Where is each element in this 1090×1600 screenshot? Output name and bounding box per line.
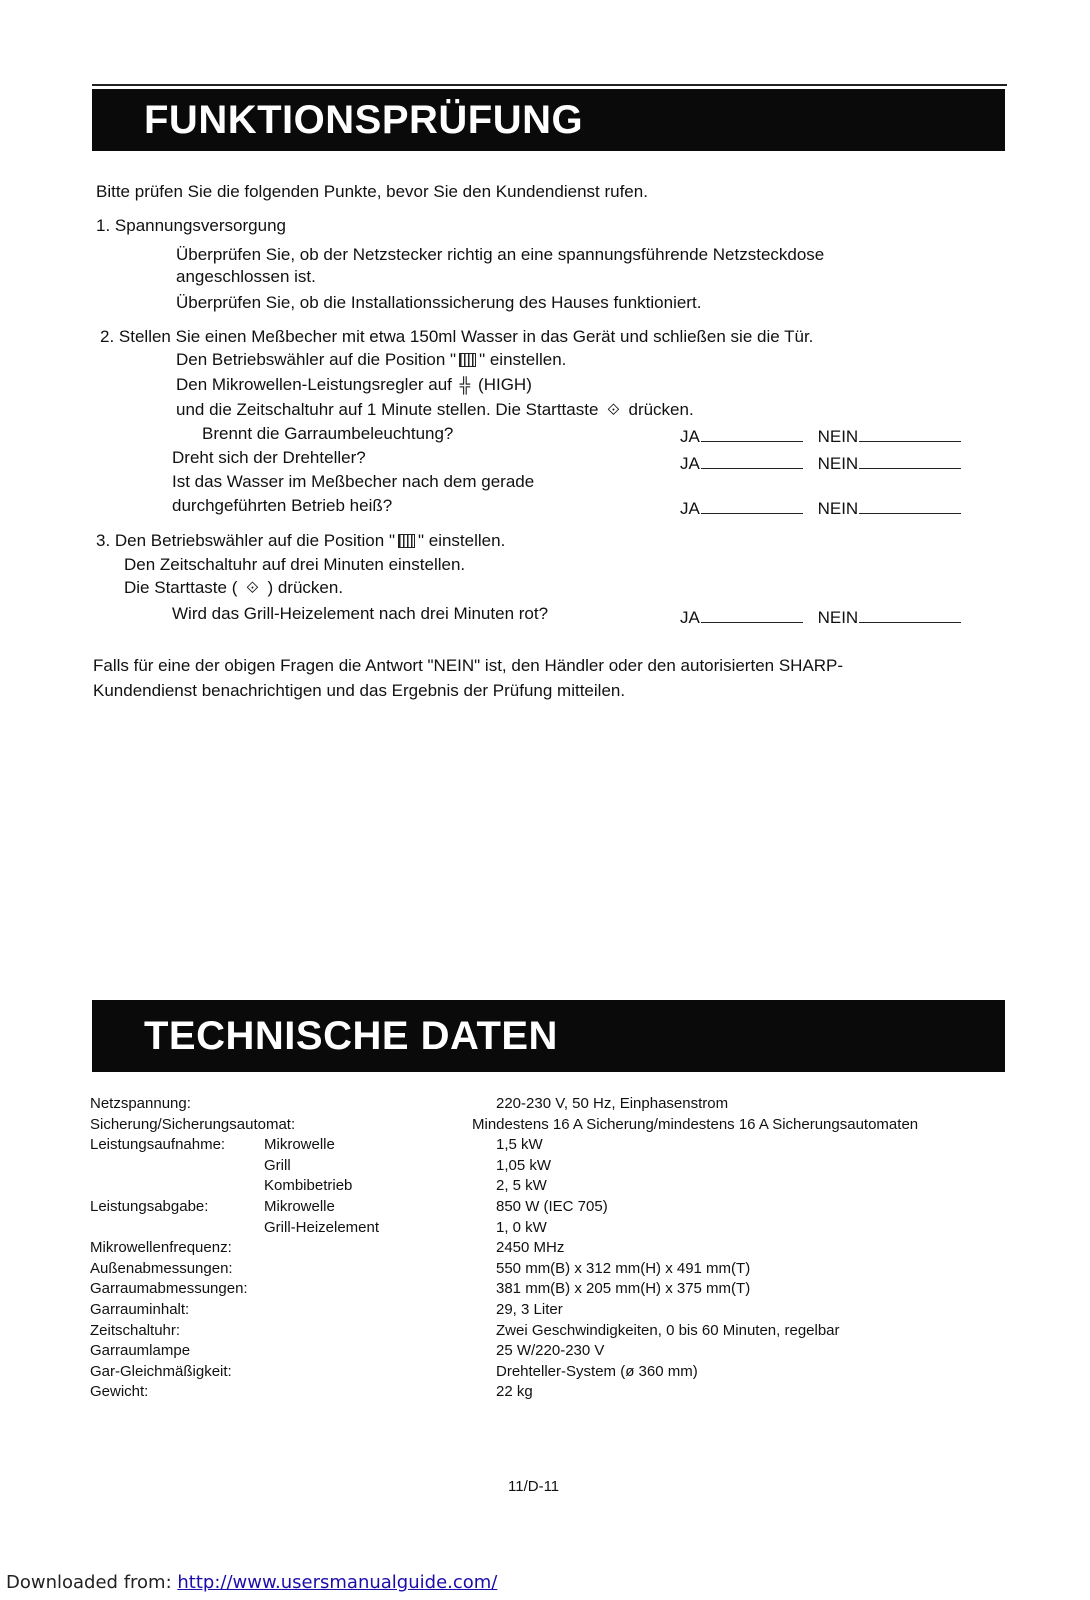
question-lighting: Brennt die Garraumbeleuchtung? [202,424,454,443]
spec-label: Garraumabmessungen: [90,1280,248,1297]
spec-value: 25 W/220-230 V [496,1342,605,1359]
ja-label: JA [680,499,700,518]
question-grill: Wird das Grill-Heizelement nach drei Minuten rot? [172,604,549,623]
item3-line2 [124,577,343,600]
item2-line2-text-b: (HIGH) [478,375,532,394]
item2-heading: 2. Stellen Sie einen Meßbecher mit etwa 150ml Wasser in das Gerät und schließen sie die Tür. [100,327,814,346]
question-turntable: Dreht sich der Drehteller? [172,448,366,467]
spec-value: Drehteller-System (ø 360 mm) [496,1363,698,1380]
nein-blank [859,452,961,469]
ja-blank [701,452,803,469]
ja-blank [701,497,803,514]
spec-value: 220-230 V, 50 Hz, Einphasenstrom [496,1095,729,1112]
item2-line3-text-b: drücken. [628,400,694,419]
ja-label: JA [680,427,700,446]
item1-line2: angeschlossen ist. [176,267,316,286]
spec-label: Gar-Gleichmäßigkeit: [90,1363,232,1380]
spec-sublabel: Grill [264,1157,291,1174]
spec-value: 1,05 kW [496,1157,552,1174]
nein-blank [859,497,961,514]
item2-line2-text-a: Den Mikrowellen-Leistungsregler auf [176,375,452,394]
spec-value: 1, 0 kW [496,1219,547,1236]
item2-line1 [176,349,566,371]
answer-row-2 [680,452,961,475]
spec-value: Zwei Geschwindigkeiten, 0 bis 60 Minuten, regelbar [496,1322,840,1339]
spec-value: 2450 MHz [496,1239,565,1256]
spec-value: 1,5 kW [496,1136,543,1153]
closing-line2: Kundendienst benachrichtigen und das Ergebnis der Prüfung mitteilen. [93,681,626,700]
ja-label: JA [680,608,700,627]
ja-blank [701,425,803,442]
item1-heading: 1. Spannungsversorgung [96,216,286,235]
spec-label: Leistungsaufnahme: [90,1136,226,1153]
spec-label: Garrauminhalt: [90,1301,190,1318]
spec-label: Netzspannung: [90,1095,191,1112]
item3-heading-text-a: 3. Den Betriebswähler auf die Position " [96,531,395,550]
spec-sublabel: Mikrowelle [264,1136,335,1153]
power-level-icon: ╬ [459,377,471,394]
question-water-b: durchgeführten Betrieb heiß? [172,496,393,515]
item2-line3 [176,399,694,422]
footer-prefix: Downloaded from: [6,1572,178,1593]
intro-text: Bitte prüfen Sie die folgenden Punkte, bevor Sie den Kundendienst rufen. [96,182,648,201]
item2-line1-text-b: " einstellen. [479,350,567,369]
spec-value: 381 mm(B) x 205 mm(H) x 375 mm(T) [496,1280,751,1297]
item2-line2 [176,374,532,397]
item1-line3: Überprüfen Sie, ob die Installationssicherung des Hauses funktioniert. [176,293,702,312]
grill-position-icon [398,534,415,548]
item3-heading [96,530,505,552]
spec-label: Leistungsabgabe: [90,1198,209,1215]
top-rule [92,84,1007,86]
nein-label: NEIN [817,608,859,627]
item3-line1: Den Zeitschaltuhr auf drei Minuten einstellen. [124,555,466,574]
question-water-a: Ist das Wasser im Meßbecher nach dem gerade [172,472,535,491]
spec-value: 850 W (IEC 705) [496,1198,608,1215]
item2-line1-text-a: Den Betriebswähler auf die Position " [176,350,457,369]
micro-position-icon [459,353,476,367]
nein-blank [859,425,961,442]
section-title-funktionspruefung: FUNKTIONSPRÜFUNG [92,89,1005,151]
spec-value: 550 mm(B) x 312 mm(H) x 491 mm(T) [496,1260,751,1277]
spec-sublabel: Mikrowelle [264,1198,335,1215]
start-button-icon: ⟐ [607,402,620,419]
ja-blank [701,606,803,623]
download-footer [6,1572,497,1593]
spec-value: 29, 3 Liter [496,1301,563,1318]
item1-line1: Überprüfen Sie, ob der Netzstecker richtig an eine spannungsführende Netzsteckdose [176,245,825,264]
nein-label: NEIN [817,499,859,518]
page-number: 11/D-11 [508,1478,560,1495]
spec-value: 22 kg [496,1383,533,1400]
answer-row-4 [680,606,961,629]
spec-label: Außenabmessungen: [90,1260,233,1277]
item2-line3-text-a: und die Zeitschaltuhr auf 1 Minute stellen. Die Starttaste [176,400,599,419]
section-title-technische-daten: TECHNISCHE DATEN [92,1000,1005,1072]
nein-label: NEIN [817,454,859,473]
spec-label: Garraumlampe [90,1342,191,1359]
spec-sublabel: Grill-Heizelement [264,1219,380,1236]
item3-line2-text-b: ) drücken. [267,578,344,597]
spec-label: Mikrowellenfrequenz: [90,1239,232,1256]
answer-row-1 [680,425,961,448]
spec-label: Zeitschaltuhr: [90,1322,181,1339]
closing-line1: Falls für eine der obigen Fragen die Antwort "NEIN" ist, den Händler oder den autorisierten SHARP- [93,656,844,675]
answer-row-3 [680,497,961,520]
source-link[interactable]: http://www.usersmanualguide.com/ [177,1572,498,1593]
ja-label: JA [680,454,700,473]
nein-label: NEIN [817,427,859,446]
nein-blank [859,606,961,623]
start-button-icon: ⟐ [246,580,259,597]
item3-line2-text-a: Die Starttaste ( [124,578,238,597]
spec-sublabel: Kombibetrieb [264,1177,353,1194]
spec-value: Mindestens 16 A Sicherung/mindestens 16 A Sicherungsautomaten [472,1116,919,1133]
spec-label: Gewicht: [90,1383,149,1400]
spec-value: 2, 5 kW [496,1177,547,1194]
spec-label: Sicherung/Sicherungsautomat: [90,1116,296,1133]
item3-heading-text-b: " einstellen. [417,531,506,550]
